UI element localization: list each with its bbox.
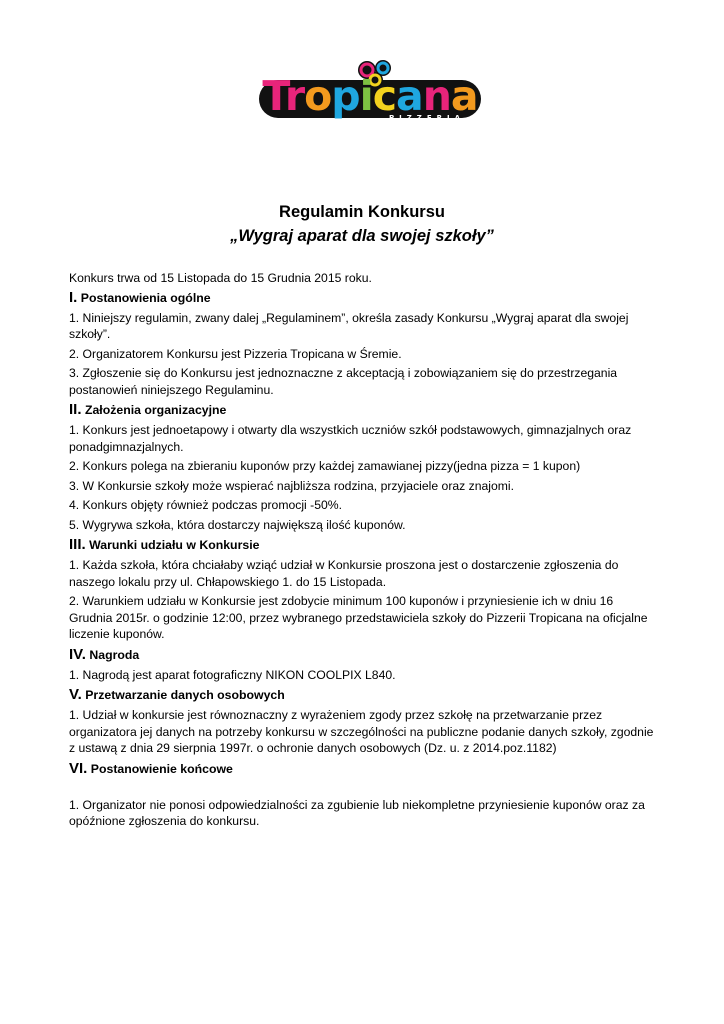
section-number: II. <box>69 401 82 418</box>
section-item: 2. Konkurs polega na zbieraniu kuponów przy każdej zamawianej pizzy(jedna pizza = 1 kupon) <box>69 459 581 473</box>
logo-letter: n <box>422 72 451 120</box>
logo-letter: p <box>331 72 360 120</box>
section-item: 1. Nagrodą jest aparat fotograficzny NIKON COOLPIX L840. <box>69 667 396 682</box>
document-title: Regulamin Konkursu <box>279 203 445 221</box>
logo-sub-text: PIZZERIA <box>388 114 466 122</box>
logo-letter: c <box>372 72 397 120</box>
section-number: I. <box>69 288 78 306</box>
tropicana-logo <box>257 58 483 124</box>
section-item: 2. Organizatorem Konkursu jest Pizzeria Tropicana w Śremie. <box>69 346 402 361</box>
section-item: 5. Wygrywa szkoła, która dostarczy największą ilość kuponów. <box>69 517 406 532</box>
section-heading <box>69 536 659 554</box>
intro-text: Konkurs trwa od 15 Listopada do 15 Grudnia 2015 roku. <box>69 271 372 285</box>
section-item: 1. Każda szkoła, która chciałaby wziąć udział w Konkursie proszona jest o dostarczenie zgłoszenia do naszego lokalu przy ul. Chłapowskiego 1. do 15 Listopada. <box>69 558 619 589</box>
logo-letter: T <box>262 72 285 120</box>
tropicana-logo-graphic <box>257 58 483 124</box>
section-item: 2. Warunkiem udziału w Konkursie jest zdobycie minimum 100 kuponów i przyniesienie ich w dniu 16 Grudnia 2015r. o godzinie 12:00, przez wybranego przedstawiciela szkoły do Pizzerii Tropicana na oficjalne liczenie kuponów. <box>69 594 648 641</box>
section-number: V. <box>69 686 82 703</box>
document-body <box>69 270 659 833</box>
logo-letter: o <box>304 72 332 120</box>
section-item: 3. W Konkursie szkoły może wspierać najbliższa rodzina, przyjaciele oraz znajomi. <box>69 478 515 493</box>
logo-letter: a <box>396 72 423 120</box>
section-item: 1. Konkurs jest jednoetapowy i otwarty dla wszystkich uczniów szkół podstawowych, gimnazjalnych oraz ponadgimnazjalnych. <box>69 423 632 454</box>
section-heading <box>69 760 659 778</box>
section-number: VI. <box>69 759 88 777</box>
section-number: IV. <box>69 645 86 663</box>
section-number: III. <box>69 536 86 553</box>
spacer <box>69 781 659 797</box>
section-item: 1. Udział w konkursie jest równoznaczny z wyrażeniem zgody przez szkołę na przetwarzanie przez organizatora jej danych na potrzeby konkursu w szczególności na publiczne podanie danych szkoły, zgodnie z ustawą z dnia 29 sierpnia 1997r. o ochronie danych osobowych (Dz. u. z 2014.poz.1182) <box>69 708 654 755</box>
section-heading <box>69 289 659 307</box>
section-item: 1. Organizator nie ponosi odpowiedzialności za zgubienie lub niekompletne przyniesienie kuponów oraz za opóźnione zgłoszenia do konkursu. <box>69 797 645 828</box>
section-heading-text: Warunki udziału w Konkursie <box>89 538 260 552</box>
section-heading <box>69 401 659 419</box>
section-heading <box>69 686 659 704</box>
sections-container <box>69 289 659 830</box>
section-item: 1. Niniejszy regulamin, zwany dalej „Regulaminem”, określa zasady Konkursu „Wygraj aparat dla swojej szkoły”. <box>69 310 629 341</box>
section-heading-text: Postanowienie końcowe <box>90 761 233 776</box>
section-heading-text: Założenia organizacyjne <box>84 403 227 417</box>
section-item: 3. Zgłoszenie się do Konkursu jest jednoznaczne z akceptacją i zobowiązaniem się do przestrzegania postanowień niniejszego Regulaminu. <box>69 366 618 397</box>
section-heading-text: Postanowienia ogólne <box>80 290 211 305</box>
section-heading-text: Przetwarzanie danych osobowych <box>85 688 285 702</box>
section-item: 4. Konkurs objęty również podczas promocji -50%. <box>69 498 342 512</box>
logo-letter: r <box>284 72 305 120</box>
section-heading-text: Nagroda <box>89 647 140 662</box>
logo-letter: i <box>359 72 373 120</box>
section-heading <box>69 646 659 664</box>
logo-letter: a <box>450 72 478 120</box>
document-subtitle: „Wygraj aparat dla swojej szkoły” <box>230 227 494 245</box>
logo-brand-text <box>262 72 477 120</box>
